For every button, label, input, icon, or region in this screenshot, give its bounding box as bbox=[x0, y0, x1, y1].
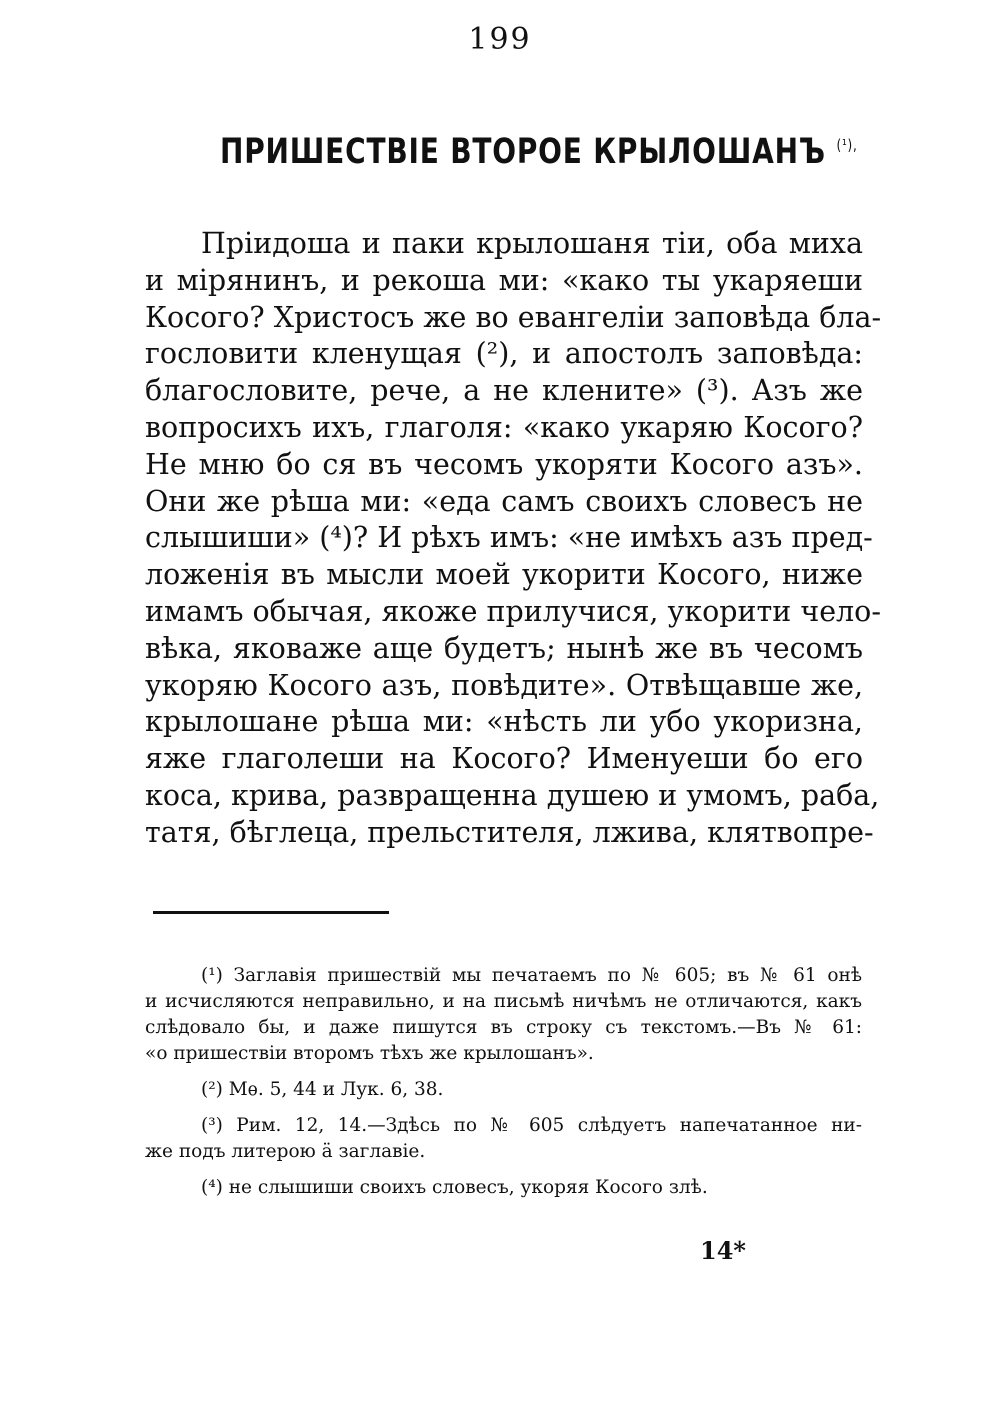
footnote-line: (¹) Заглавія пришествій мы печатаемъ по № 605; въ № 61 онѣ bbox=[201, 965, 862, 986]
footnote-line: же подъ литерою ӓ заглавіе. bbox=[145, 1141, 426, 1162]
text-line: татя, бѣглеца, прельстителя, лжива, клятвопре- bbox=[145, 815, 874, 849]
footnote-4 bbox=[145, 1175, 862, 1201]
footnote-line: (³) Рим. 12, 14.—Здѣсь по № 605 слѣдуетъ напечатанное ни- bbox=[201, 1115, 862, 1136]
text-line: гословити кленущая (²), и апостолъ заповѣда: bbox=[145, 337, 863, 371]
footnote-3 bbox=[145, 1113, 862, 1165]
footnote-line: (⁴) не слышиши своихъ словесъ, укоряя Косого злѣ. bbox=[201, 1177, 708, 1198]
footnote-line: слѣдовало бы, и даже пишутся въ строку съ текстомъ.—Въ № 61: bbox=[145, 1017, 862, 1038]
text-line: Пріидоша и паки крылошаня тіи, оба миха bbox=[201, 227, 863, 260]
text-line: слышиши» (⁴)? И рѣхъ имъ: «не имѣхъ азъ пред- bbox=[145, 521, 873, 555]
text-line: вѣка, яковаже аще будетъ; нынѣ же въ чесомъ bbox=[145, 631, 863, 665]
main-text bbox=[145, 226, 882, 852]
chapter-title: ПРИШЕСТВІЕ ВТОРОЕ КРЫЛОШАНЪ bbox=[220, 132, 826, 172]
text-line: имамъ обычая, якоже прилучися, укорити чело- bbox=[145, 594, 881, 628]
text-line: яже глаголеши на Косого? Именуеши бо его bbox=[145, 742, 863, 776]
text-line: Не мню бо ся въ чесомъ укоряти Косого азъ». bbox=[145, 447, 863, 481]
text-line: укоряю Косого азъ, повѣдите». Отвѣщавше же, bbox=[145, 668, 863, 702]
footnote-line: и исчисляются неправильно, и на письмѣ ничѣмъ не отличаются, какъ bbox=[145, 991, 862, 1012]
chapter-heading bbox=[220, 132, 858, 172]
footnote-2 bbox=[145, 1077, 862, 1103]
footnote-line: (²) Мѳ. 5, 44 и Лук. 6, 38. bbox=[201, 1079, 444, 1100]
text-line: благословите, рече, а не клените» (³). Азъ же bbox=[145, 374, 863, 408]
footnote-separator-rule bbox=[153, 911, 389, 914]
footnote-line: «о пришествіи второмъ тѣхъ же крылошанъ». bbox=[145, 1043, 594, 1064]
page-number: 199 bbox=[468, 22, 532, 57]
text-line: Они же рѣша ми: «еда самъ своихъ словесъ не bbox=[145, 484, 863, 518]
footnote-1 bbox=[145, 963, 862, 1067]
text-line: Косого? Христосъ же во евангеліи заповѣда бла- bbox=[145, 300, 882, 334]
text-line: и мірянинъ, и рекоша ми: «како ты укаряеши bbox=[145, 263, 863, 297]
text-line: ложенія въ мысли моей укорити Косого, ниже bbox=[145, 558, 863, 592]
text-line: крылошане рѣша ми: «нѣсть ли убо укоризна, bbox=[145, 705, 863, 739]
heading-footnote-ref: (¹), bbox=[836, 136, 858, 154]
text-line: вопросихъ ихъ, глаголя: «како укаряю Косого? bbox=[145, 410, 863, 444]
text-line: коса, крива, развращенна душею и умомъ, раба, bbox=[145, 778, 880, 812]
footnotes bbox=[145, 963, 862, 1201]
printer-signature-mark: 14* bbox=[700, 1236, 746, 1265]
